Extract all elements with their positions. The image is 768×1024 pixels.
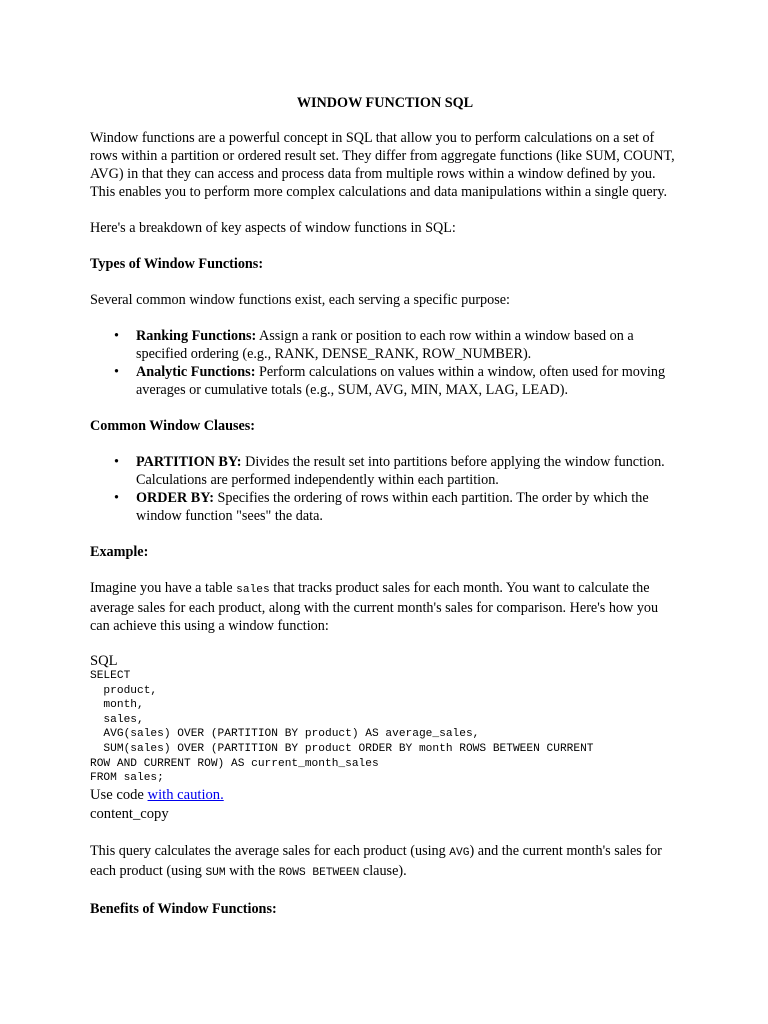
inline-code-avg: AVG (449, 846, 470, 859)
inline-code-table-name: sales (236, 584, 270, 596)
use-code-caution-line (90, 786, 680, 805)
explanation-paragraph (90, 842, 680, 882)
list-item-term: PARTITION BY: (136, 454, 242, 470)
list-item (114, 327, 680, 363)
list-item-text: Assign a rank or position to each row within a window based on a specified ordering (e.g., RANK, DENSE_RANK, ROW_NUMBER). (136, 328, 634, 362)
bullet-icon: • (114, 364, 119, 380)
list-item (114, 489, 680, 525)
bullet-icon: • (114, 454, 119, 470)
example-text-after: that tracks product sales for each month. You want to calculate the average sales for each product, along with the current month's sales for comparison. Here's how you can achieve this using a window function: (90, 580, 659, 634)
document-title: WINDOW FUNCTION SQL (296, 95, 474, 111)
explanation-text: clause). (359, 862, 407, 879)
list-item-text: Perform calculations on values within a window, often used for moving averages or cumulative totals (e.g., SUM, AVG, MIN, MAX, LAG, LEAD). (136, 364, 666, 398)
clauses-heading: Common Window Clauses: (90, 418, 256, 434)
types-list (90, 327, 680, 399)
explanation-text: with the (225, 862, 279, 879)
caution-link[interactable]: with caution. (147, 786, 224, 803)
example-heading: Example: (90, 544, 149, 560)
bullet-icon: • (114, 490, 119, 506)
list-item-text: Specifies the ordering of rows within each partition. The order by which the window function "sees" the data. (136, 490, 649, 524)
intro-paragraph: Window functions are a powerful concept in SQL that allow you to perform calculations on a set of rows within a partition or ordered result set. They differ from aggregate functions (like SUM, COUNT, AVG) in that they can access and process data from multiple rows within a window defined by you. This enables you to perform more complex calculations and data manipulations within a single query. (90, 130, 675, 200)
list-item (114, 453, 680, 489)
document-page (90, 94, 680, 936)
list-item-text: Divides the result set into partitions before applying the window function. Calculations are performed independently within each partition. (136, 454, 665, 488)
inline-code-rows-between: ROWS BETWEEN (278, 866, 360, 879)
list-item (114, 363, 680, 399)
inline-code-sum: SUM (205, 866, 226, 879)
use-code-text: Use code (90, 786, 148, 803)
clauses-list (90, 453, 680, 525)
code-language-label: SQL (90, 653, 118, 669)
explanation-text: This query calculates the average sales for each product (using (90, 842, 450, 859)
list-item-term: ORDER BY: (136, 490, 214, 506)
content-copy-button[interactable]: content_copy (90, 805, 169, 822)
benefits-heading: Benefits of Window Functions: (90, 900, 277, 917)
code-block: SELECT product, month, sales, AVG(sales) OVER (PARTITION BY product) AS average_sales, SUM(sales) OVER (PARTITION BY product ORDER BY month ROWS BETWEEN CURRENT ROW AND CURRENT ROW) AS current_month_sales FROM sales; (90, 670, 594, 785)
bullet-icon: • (114, 328, 119, 344)
list-item-term: Analytic Functions: (136, 364, 256, 380)
breakdown-paragraph: Here's a breakdown of key aspects of window functions in SQL: (90, 220, 456, 236)
types-heading: Types of Window Functions: (90, 256, 264, 272)
list-item-term: Ranking Functions: (136, 328, 257, 344)
types-lead-paragraph: Several common window functions exist, each serving a specific purpose: (90, 292, 510, 308)
example-paragraph (90, 579, 680, 635)
example-text-before: Imagine you have a table (90, 580, 237, 596)
explanation-text: ) and the current month's sales for each product (using (90, 842, 662, 879)
